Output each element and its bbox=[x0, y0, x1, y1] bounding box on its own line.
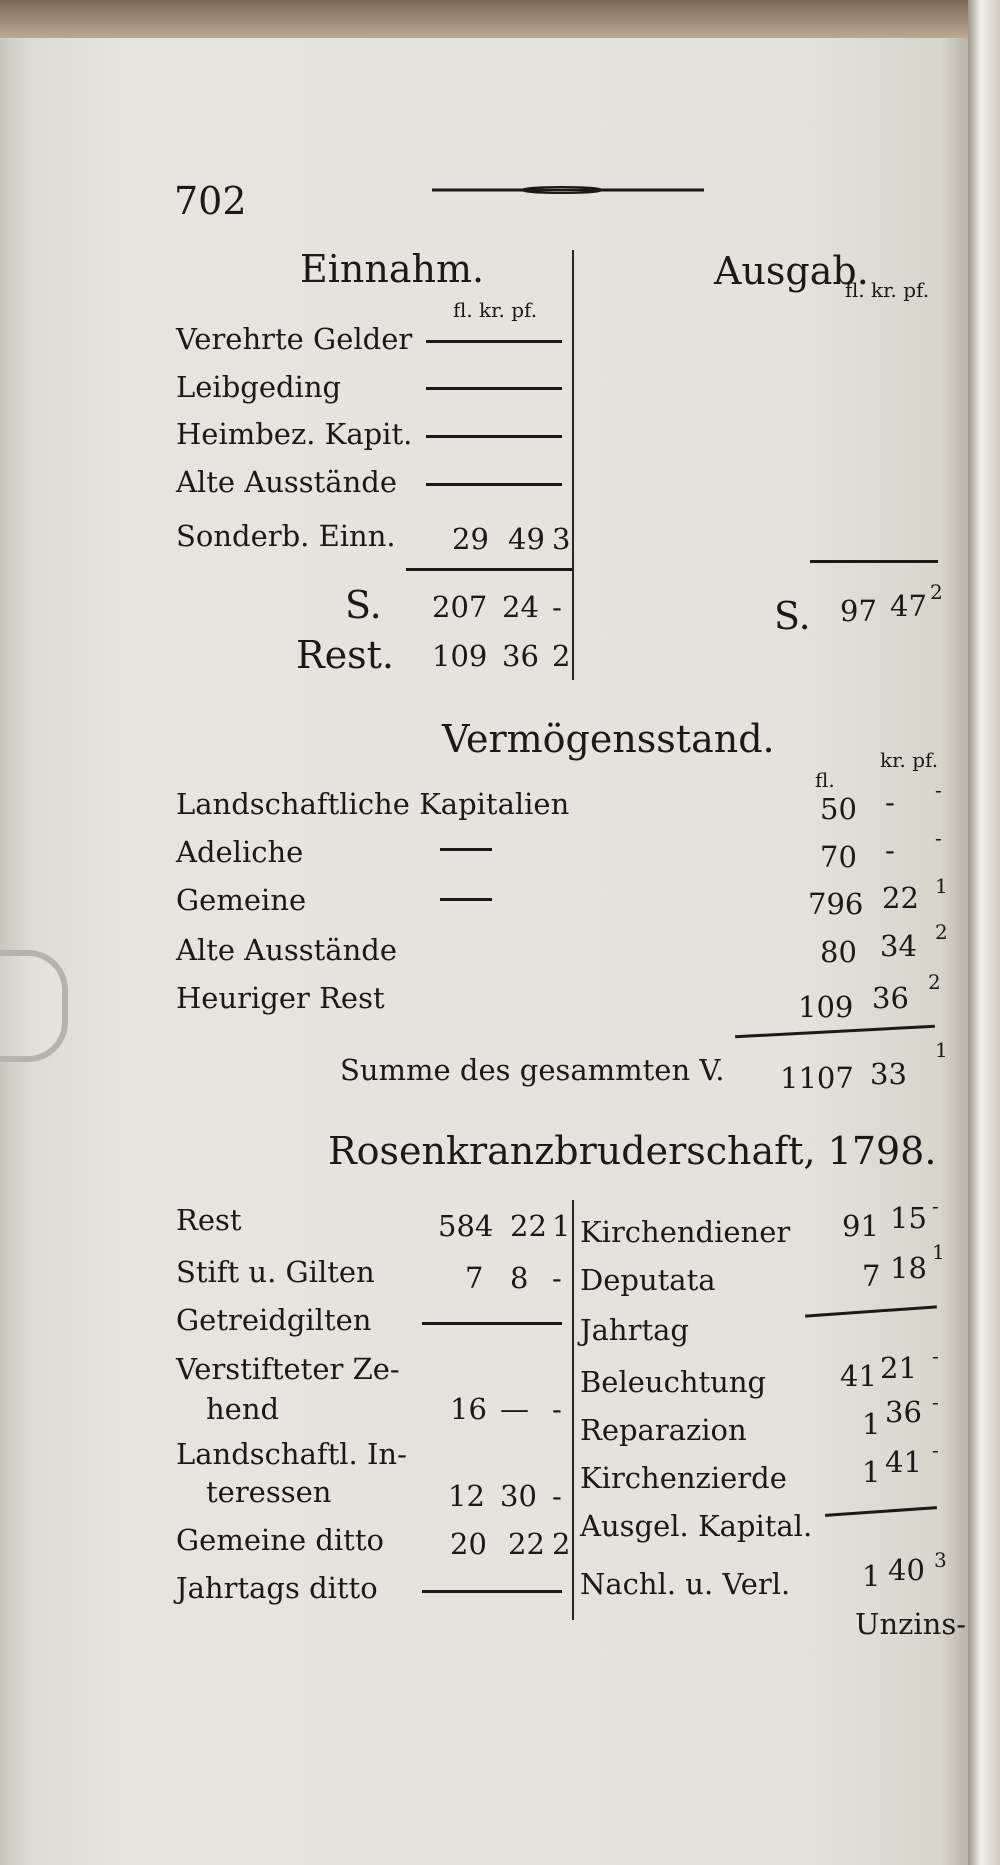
rk-left-fl: 584 bbox=[438, 1209, 494, 1243]
rk-right-pf: 3 bbox=[934, 1548, 947, 1572]
rk-right-kr: 18 bbox=[890, 1251, 927, 1285]
rk-left-fl: 12 bbox=[448, 1479, 485, 1513]
rk-right-pf: 1 bbox=[932, 1240, 945, 1264]
rk-left-pf: - bbox=[552, 1392, 562, 1426]
page-clip bbox=[0, 950, 68, 1062]
vermoegen-total-kr: 33 bbox=[870, 1057, 907, 1091]
vermoegen-kr: - bbox=[885, 833, 895, 867]
einnahm-sum-pf: - bbox=[552, 590, 562, 624]
rk-right-kr: 15 bbox=[890, 1201, 927, 1235]
einnahm-row-label: Sonderb. Einn. bbox=[176, 519, 396, 553]
vermoegen-row-label: Gemeine bbox=[176, 883, 307, 917]
rk-right-kr: 41 bbox=[885, 1445, 922, 1479]
rk-right-fl: 1 bbox=[862, 1407, 881, 1441]
empty-amount-dash bbox=[422, 1322, 562, 1325]
rk-right-pf: - bbox=[932, 1194, 939, 1218]
einnahm-row-label: Heimbez. Kapit. bbox=[176, 417, 413, 451]
vermoegen-fl: 50 bbox=[820, 792, 857, 826]
vermoegen-pf: - bbox=[935, 778, 942, 802]
rk-left-fl: 20 bbox=[450, 1527, 487, 1561]
rk-left-label: Rest bbox=[176, 1203, 242, 1237]
einnahm-rest-pf: 2 bbox=[552, 639, 571, 673]
sum-rule bbox=[406, 568, 572, 571]
vermoegen-units-krpf: kr. pf. bbox=[880, 748, 939, 772]
rk-left-kr: — bbox=[500, 1392, 529, 1426]
vermoegen-kr: 36 bbox=[872, 981, 909, 1015]
rk-left-label: Jahrtags ditto bbox=[176, 1571, 378, 1605]
rk-left-kr: 22 bbox=[510, 1209, 547, 1243]
rk-right-label: Deputata bbox=[580, 1263, 716, 1297]
empty-amount-dash bbox=[426, 483, 562, 486]
einnahm-sum-kr: 24 bbox=[502, 590, 539, 624]
vermoegen-units-fl: fl. bbox=[815, 768, 835, 792]
rk-left-label: Verstifteter Ze- bbox=[176, 1352, 400, 1386]
rk-left-pf: - bbox=[552, 1479, 562, 1513]
einnahm-units: fl. kr. pf. bbox=[453, 298, 538, 322]
rk-right-kr: 21 bbox=[880, 1351, 917, 1385]
rk-right-fl: 1 bbox=[862, 1455, 881, 1489]
rosenkranz-divider bbox=[572, 1200, 574, 1620]
einnahm-rest-label: Rest. bbox=[296, 633, 394, 677]
rk-left-pf: - bbox=[552, 1261, 562, 1295]
einnahm-rest-fl: 109 bbox=[432, 639, 488, 673]
rk-right-fl: 7 bbox=[862, 1259, 881, 1293]
rk-right-pf: - bbox=[932, 1438, 939, 1462]
vermoegen-total-fl: 1107 bbox=[780, 1061, 854, 1095]
header-ornament bbox=[432, 186, 704, 194]
empty-amount-dash bbox=[422, 1590, 562, 1593]
vermoegen-fl: 796 bbox=[808, 887, 864, 921]
vermoegen-pf: 2 bbox=[935, 920, 948, 944]
einnahm-pf: 3 bbox=[552, 522, 571, 556]
rk-left-kr: 30 bbox=[500, 1479, 537, 1513]
rk-left-label: Gemeine ditto bbox=[176, 1523, 384, 1557]
rk-right-kr: 36 bbox=[885, 1395, 922, 1429]
vermoegen-pf: 1 bbox=[935, 874, 948, 898]
vermoegen-title: Vermögensstand. bbox=[442, 717, 775, 761]
ausgab-sum-kr: 47 bbox=[890, 589, 927, 623]
ausgab-sum-label: S. bbox=[774, 594, 811, 638]
rosenkranz-title: Rosenkranzbruderschaft, 1798. bbox=[328, 1129, 937, 1173]
vermoegen-pf: 2 bbox=[928, 970, 941, 994]
rk-right-kr: 40 bbox=[888, 1553, 925, 1587]
vermoegen-fl: 109 bbox=[798, 990, 854, 1024]
rk-right-label: Ausgel. Kapital. bbox=[580, 1509, 813, 1543]
rk-left-label-cont: hend bbox=[206, 1392, 280, 1426]
einnahm-title: Einnahm. bbox=[300, 247, 485, 291]
vermoegen-kr: 22 bbox=[882, 881, 919, 915]
ausgab-sum-fl: 97 bbox=[840, 594, 877, 628]
vermoegen-fl: 70 bbox=[820, 840, 857, 874]
vermoegen-row-label: Adeliche bbox=[176, 835, 304, 869]
rk-right-pf: - bbox=[932, 1344, 939, 1368]
rk-right-pf: - bbox=[932, 1390, 939, 1414]
book-spine bbox=[968, 0, 1000, 1865]
rk-left-label-cont: teressen bbox=[206, 1475, 332, 1509]
vermoegen-kr: 34 bbox=[880, 929, 917, 963]
rk-right-label: Beleuchtung bbox=[580, 1365, 767, 1399]
ausgab-title: Ausgab. bbox=[714, 249, 869, 293]
ditto-dash bbox=[440, 848, 492, 851]
rk-right-label: Kirchendiener bbox=[580, 1215, 791, 1249]
vermoegen-pf: - bbox=[935, 826, 942, 850]
einnahm-fl: 29 bbox=[452, 522, 489, 556]
rk-left-kr: 8 bbox=[510, 1261, 529, 1295]
einnahm-sum-label: S. bbox=[345, 583, 382, 627]
vermoegen-fl: 80 bbox=[820, 935, 857, 969]
page-number: 702 bbox=[174, 179, 247, 223]
rk-left-label: Getreidgilten bbox=[176, 1303, 372, 1337]
rk-right-label: Jahrtag bbox=[580, 1313, 689, 1347]
empty-amount-dash bbox=[426, 435, 562, 438]
vermoegen-total-pf: 1 bbox=[935, 1038, 948, 1062]
vermoegen-row-label: Alte Ausstände bbox=[176, 933, 397, 967]
rk-left-pf: 1 bbox=[552, 1209, 571, 1243]
einnahm-divider bbox=[572, 250, 574, 680]
einnahm-row-label: Verehrte Gelder bbox=[176, 322, 413, 356]
rk-left-fl: 16 bbox=[450, 1392, 487, 1426]
rk-right-label: Nachl. u. Verl. bbox=[580, 1567, 791, 1601]
einnahm-row-label: Alte Ausstände bbox=[176, 465, 397, 499]
rk-right-label: Kirchenzierde bbox=[580, 1461, 787, 1495]
einnahm-kr: 49 bbox=[508, 522, 545, 556]
rk-left-pf: 2 bbox=[552, 1527, 571, 1561]
einnahm-rest-kr: 36 bbox=[502, 639, 539, 673]
empty-amount-dash bbox=[426, 387, 562, 390]
rk-left-label: Stift u. Gilten bbox=[176, 1255, 375, 1289]
einnahm-sum-fl: 207 bbox=[432, 590, 488, 624]
ausgab-sum-pf: 2 bbox=[930, 580, 943, 604]
empty-amount-dash bbox=[426, 340, 562, 343]
vermoegen-row-label: Heuriger Rest bbox=[176, 981, 385, 1015]
rk-right-fl: 41 bbox=[840, 1359, 877, 1393]
rk-left-fl: 7 bbox=[465, 1261, 484, 1295]
ditto-dash bbox=[440, 898, 492, 901]
rk-left-kr: 22 bbox=[508, 1527, 545, 1561]
ausgab-sum-rule bbox=[810, 560, 938, 563]
rk-right-fl: 1 bbox=[862, 1559, 881, 1593]
catchword: Unzins- bbox=[855, 1607, 967, 1641]
einnahm-row-label: Leibgeding bbox=[176, 370, 342, 404]
vermoegen-row-label: Landschaftliche Kapitalien bbox=[176, 787, 570, 821]
rk-right-fl: 91 bbox=[842, 1209, 879, 1243]
vermoegen-kr: - bbox=[885, 785, 895, 819]
rk-right-label: Reparazion bbox=[580, 1413, 747, 1447]
rk-left-label: Landschaftl. In- bbox=[176, 1437, 407, 1471]
vermoegen-total-label: Summe des gesammten V. bbox=[340, 1053, 725, 1087]
ausgab-units: fl. kr. pf. bbox=[845, 278, 930, 302]
